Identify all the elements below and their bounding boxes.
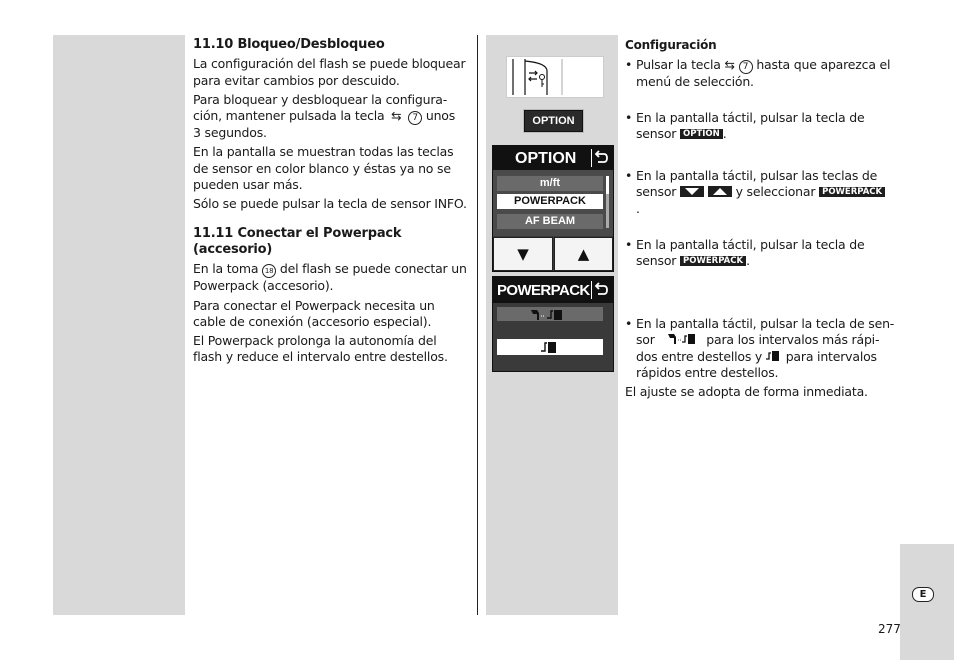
heading-powerpack: 11.11 Conectar el Powerpack (accesorio) bbox=[193, 225, 402, 257]
step-2: • En la pantalla táctil, pulsar la tecla de sensor OPTION . bbox=[625, 110, 865, 142]
powerpack-plug-icon bbox=[658, 333, 702, 345]
scrollbar[interactable] bbox=[606, 176, 609, 228]
scrollbar-thumb[interactable] bbox=[606, 176, 609, 194]
powerpack-chip: POWERPACK bbox=[680, 256, 746, 266]
back-icon[interactable] bbox=[591, 149, 610, 167]
paragraph bbox=[193, 92, 469, 142]
lock-icon bbox=[507, 57, 603, 97]
circled-number-7: 7 bbox=[408, 111, 422, 125]
text: En la pantalla táctil, pulsar la tecla de sen- bbox=[636, 316, 895, 331]
bullet: • bbox=[625, 237, 633, 252]
option-fast-interval[interactable] bbox=[497, 307, 603, 321]
back-icon[interactable] bbox=[591, 281, 610, 299]
text: del flash se puede conectar un Powerpack (accesorio). bbox=[193, 261, 467, 294]
text: hasta que aparezca el menú de selección. bbox=[636, 57, 891, 89]
heading-bloqueo: 11.10 Bloqueo/Desbloqueo bbox=[193, 37, 385, 52]
lock-key-illustration bbox=[506, 56, 604, 98]
paragraph: En la pantalla se muestran todas las teclas de sensor en color blanco y éstas ya no se pueden usar más. bbox=[193, 144, 454, 193]
bullet: • bbox=[625, 168, 633, 183]
step-3: • En la pantalla táctil, pulsar las teclas de sensor y seleccionar POWERPACK . bbox=[625, 168, 895, 217]
powerpack-screen bbox=[492, 276, 614, 372]
up-button[interactable] bbox=[554, 237, 613, 271]
swap-arrows-icon: ⇆ bbox=[724, 57, 735, 72]
bullet: • bbox=[625, 316, 633, 331]
final-note: El ajuste se adopta de forma inmediata. bbox=[625, 384, 868, 399]
down-arrow-icon: ▼ bbox=[517, 245, 529, 263]
column-divider bbox=[477, 35, 478, 615]
text: En la pantalla táctil, pulsar la tecla de sensor bbox=[636, 110, 865, 142]
paragraph: Para conectar el Powerpack necesita un cable de conexión (accesorio especial). bbox=[193, 297, 435, 329]
powerpack-plug-icon bbox=[497, 308, 603, 322]
flash-icon bbox=[497, 339, 603, 355]
up-arrow-icon: ▲ bbox=[577, 245, 590, 263]
option-normal-interval[interactable] bbox=[497, 339, 603, 355]
text: rápidos entre destellos. bbox=[636, 364, 779, 380]
flash-icon bbox=[766, 350, 782, 362]
down-arrow-chip-icon bbox=[680, 186, 704, 197]
bullet: • bbox=[625, 110, 633, 125]
option-button-label: OPTION bbox=[532, 115, 575, 127]
text: y seleccionar bbox=[735, 184, 816, 200]
text: En la pantalla táctil, pulsar la tecla de sensor bbox=[636, 237, 865, 269]
step-5 bbox=[625, 316, 895, 381]
powerpack-screen-title: POWERPACK bbox=[497, 282, 590, 299]
text-column-left bbox=[193, 37, 469, 369]
paragraph bbox=[193, 261, 469, 294]
circled-number-7: 7 bbox=[739, 60, 753, 74]
paragraph: La configuración del flash se puede bloquear para evitar cambios por descuido. bbox=[193, 56, 466, 88]
text: 3 segundos. bbox=[193, 125, 267, 141]
menu-item-mft[interactable]: m/ft bbox=[497, 176, 603, 191]
powerpack-chip: POWERPACK bbox=[819, 187, 885, 197]
heading-configuracion: Configuración bbox=[625, 38, 717, 52]
text: dos entre destellos y bbox=[636, 348, 763, 364]
text: ción, mantener pulsada la tecla bbox=[193, 108, 385, 124]
up-arrow-chip-icon bbox=[708, 186, 732, 197]
text: sor bbox=[636, 332, 655, 348]
option-button-illustration[interactable] bbox=[524, 110, 583, 132]
step-4: • En la pantalla táctil, pulsar la tecla de sensor POWERPACK . bbox=[625, 237, 865, 269]
step-1 bbox=[625, 57, 895, 90]
bullet: • bbox=[625, 57, 633, 72]
right-tab-band bbox=[900, 544, 954, 660]
left-margin-band bbox=[53, 35, 185, 615]
text: Pulsar la tecla bbox=[636, 57, 721, 72]
text: En la pantalla táctil, pulsar las teclas de sensor bbox=[636, 168, 878, 200]
text: En la toma bbox=[193, 261, 259, 277]
menu-item-powerpack-selected[interactable]: POWERPACK bbox=[497, 194, 603, 209]
circled-number-18: 18 bbox=[262, 264, 276, 278]
language-badge: E bbox=[912, 587, 934, 602]
swap-arrows-icon: ⇆ bbox=[391, 108, 402, 124]
text: unos bbox=[425, 108, 456, 124]
paragraph: El Powerpack prolonga la autonomía del flash y reduce el intervalo entre destellos. bbox=[193, 333, 448, 365]
paragraph: Sólo se puede pulsar la tecla de sensor INFO. bbox=[193, 196, 467, 212]
down-button[interactable] bbox=[493, 237, 553, 271]
text: para los intervalos más rápi- bbox=[706, 332, 880, 348]
text: para intervalos bbox=[785, 348, 877, 364]
option-chip: OPTION bbox=[680, 129, 723, 139]
option-screen-title: OPTION bbox=[515, 150, 577, 167]
page-number: 277 bbox=[878, 622, 901, 636]
text: Para bloquear y desbloquear la configura- bbox=[193, 91, 448, 107]
text-column-right bbox=[625, 37, 895, 53]
option-screen bbox=[492, 145, 614, 272]
menu-item-afbeam[interactable]: AF BEAM bbox=[497, 214, 603, 229]
